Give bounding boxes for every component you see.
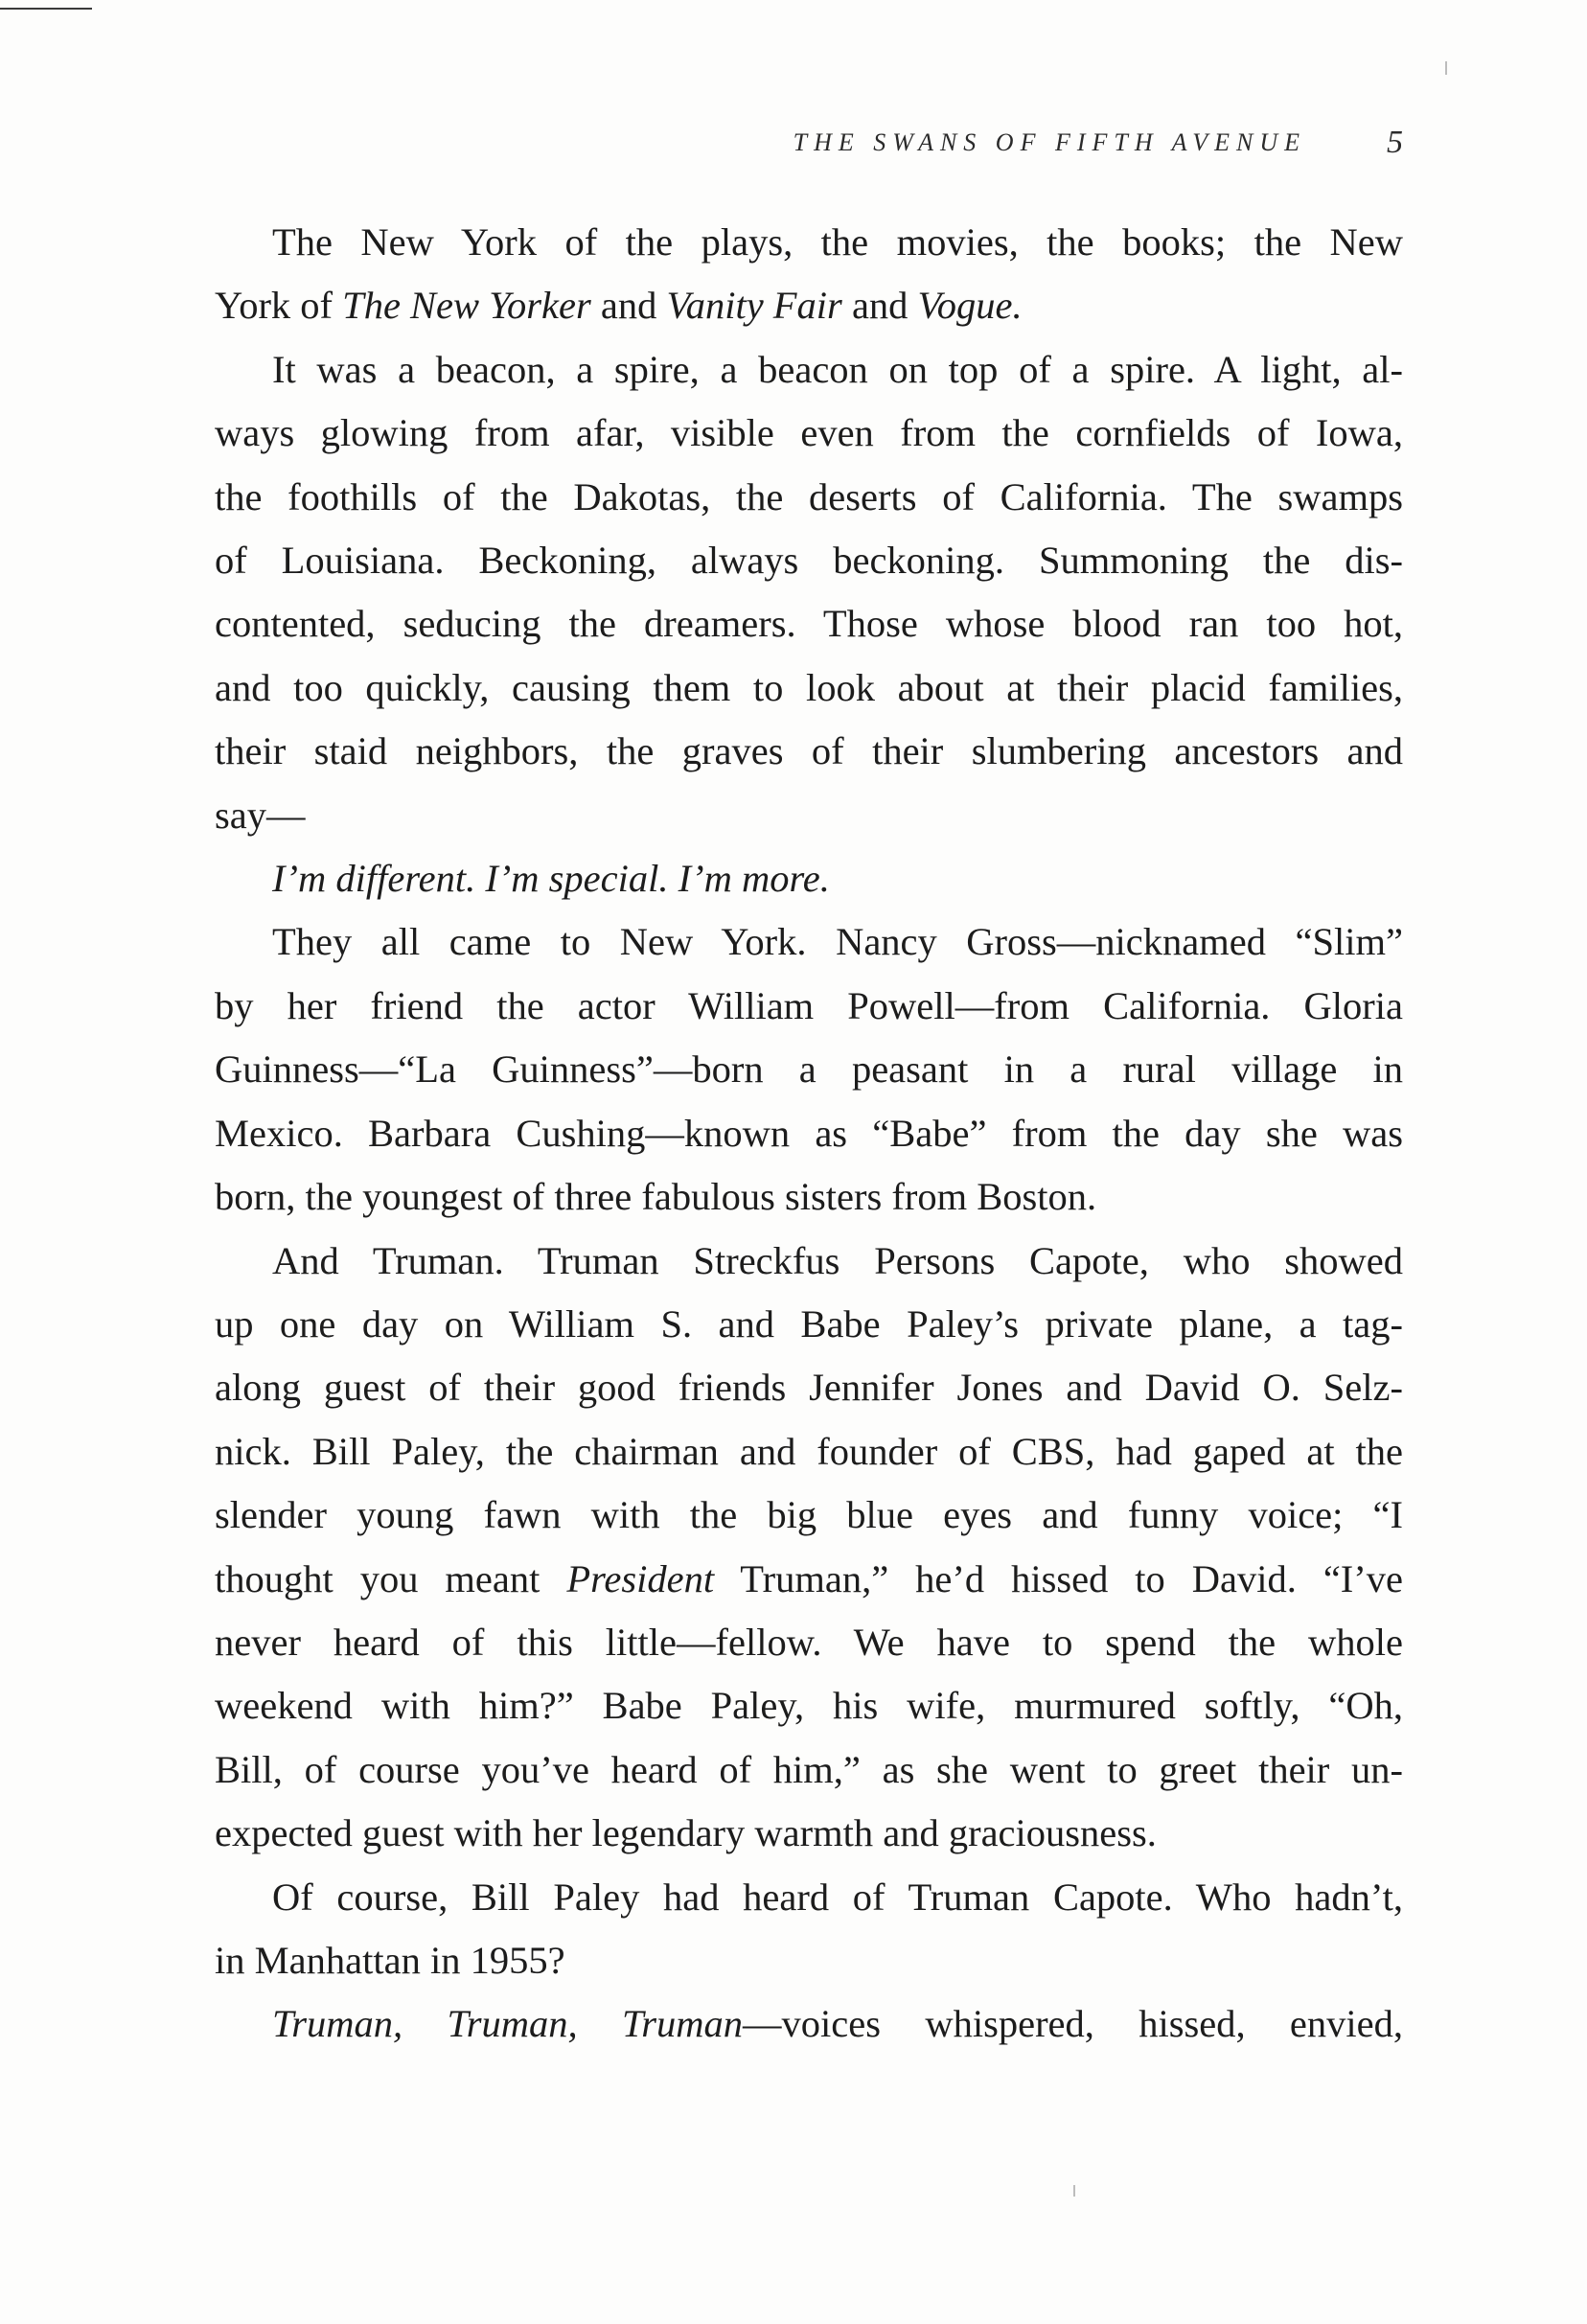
- text-line: [215, 1929, 1403, 1992]
- text-line: [215, 529, 1403, 592]
- text-run: Truman,” he’d hissed to David. “I’ve: [714, 1556, 1403, 1600]
- text-run: They all came to New York. Nancy Gross—nicknamed “Slim”: [272, 920, 1403, 964]
- text-run: say—: [215, 793, 306, 837]
- page-number: 5: [1387, 125, 1403, 160]
- text-run: and too quickly, causing them to look about at their placid families,: [215, 665, 1403, 709]
- text-line: [215, 1038, 1403, 1101]
- paragraph: [215, 847, 1403, 910]
- text-line: [215, 1992, 1403, 2056]
- text-run: Bill, of course you’ve heard of him,” as she went to greet their un-: [215, 1747, 1403, 1791]
- running-head: THE SWANS OF FIFTH AVENUE: [793, 128, 1306, 156]
- text-line: [215, 338, 1403, 402]
- paragraph: [215, 1866, 1403, 1993]
- text-run: their staid neighbors, the graves of their slumbering ancestors and: [215, 729, 1403, 773]
- text-run: never heard of this little—fellow. We have to spend the whole: [215, 1620, 1403, 1664]
- text-run: expected guest with her legendary warmth and graciousness.: [215, 1811, 1157, 1855]
- italic-run: President: [566, 1556, 715, 1600]
- paragraph: [215, 211, 1403, 338]
- italic-run: Vanity Fair: [666, 284, 842, 328]
- text-run: along guest of their good friends Jennifer Jones and David O. Selz-: [215, 1366, 1403, 1410]
- italic-run: I’m different. I’m special. I’m more.: [272, 857, 830, 901]
- text-line: [215, 720, 1403, 783]
- text-run: slender young fawn with the big blue eyes and funny voice; “I: [215, 1493, 1403, 1537]
- text-run: of Louisiana. Beckoning, always beckoning. Summoning the dis-: [215, 539, 1403, 583]
- text-line: [215, 656, 1403, 720]
- text-line: [215, 592, 1403, 656]
- italic-run: The New Yorker: [342, 284, 591, 328]
- text-run: and: [841, 284, 918, 328]
- text-run: York of: [215, 284, 343, 328]
- text-line: [215, 1548, 1403, 1611]
- text-line: [215, 1420, 1403, 1484]
- text-line: [215, 1230, 1403, 1293]
- text-run: And Truman. Truman Streckfus Persons Capote, who showed: [272, 1238, 1403, 1282]
- body-text: [215, 211, 1403, 2057]
- text-line: [215, 1102, 1403, 1165]
- text-line: [215, 847, 1403, 910]
- text-run: by her friend the actor William Powell—from California. Gloria: [215, 983, 1403, 1027]
- paragraph: [215, 338, 1403, 847]
- text-run: The New York of the plays, the movies, the books; the New: [272, 220, 1403, 264]
- paragraph: [215, 910, 1403, 1229]
- scan-edge-line: [0, 8, 92, 10]
- italic-run: Vogue.: [917, 284, 1023, 328]
- text-line: [215, 1356, 1403, 1419]
- text-line: [215, 1611, 1403, 1674]
- text-run: up one day on William S. and Babe Paley’s private plane, a tag-: [215, 1301, 1403, 1346]
- text-run: —voices whispered, hissed, envied,: [743, 2002, 1403, 2046]
- paragraph: [215, 1230, 1403, 1866]
- text-run: born, the youngest of three fabulous sisters from Boston.: [215, 1175, 1097, 1219]
- italic-run: Truman, Truman, Truman: [272, 2002, 744, 2046]
- scan-speck: [1445, 61, 1447, 75]
- text-line: [215, 1165, 1403, 1229]
- text-run: Of course, Bill Paley had heard of Truman Capote. Who hadn’t,: [272, 1875, 1403, 1919]
- text-run: the foothills of the Dakotas, the deserts of California. The swamps: [215, 474, 1403, 518]
- text-line: [215, 274, 1403, 337]
- text-line: [215, 1293, 1403, 1356]
- text-run: contented, seducing the dreamers. Those whose blood ran too hot,: [215, 602, 1403, 646]
- text-line: [215, 910, 1403, 974]
- text-run: weekend with him?” Babe Paley, his wife, murmured softly, “Oh,: [215, 1684, 1403, 1728]
- text-run: Mexico. Barbara Cushing—known as “Babe” from the day she was: [215, 1111, 1403, 1155]
- text-line: [215, 466, 1403, 529]
- text-line: [215, 402, 1403, 465]
- text-run: It was a beacon, a spire, a beacon on top of a spire. A light, al-: [272, 347, 1403, 391]
- text-line: [215, 975, 1403, 1038]
- scan-speck: [1073, 2185, 1075, 2197]
- text-run: in Manhattan in 1955?: [215, 1938, 565, 1982]
- text-run: Guinness—“La Guinness”—born a peasant in a rural village in: [215, 1047, 1403, 1092]
- text-line: [215, 1484, 1403, 1547]
- page-header: [215, 121, 1403, 165]
- text-run: ways glowing from afar, visible even from the cornfields of Iowa,: [215, 411, 1403, 455]
- text-line: [215, 1674, 1403, 1737]
- paragraph: [215, 1992, 1403, 2056]
- text-line: [215, 1866, 1403, 1929]
- text-line: [215, 784, 1403, 847]
- text-line: [215, 1738, 1403, 1802]
- text-run: and: [590, 284, 667, 328]
- text-run: thought you meant: [215, 1556, 567, 1600]
- text-run: nick. Bill Paley, the chairman and founder of CBS, had gaped at the: [215, 1429, 1403, 1473]
- text-line: [215, 211, 1403, 274]
- text-line: [215, 1802, 1403, 1865]
